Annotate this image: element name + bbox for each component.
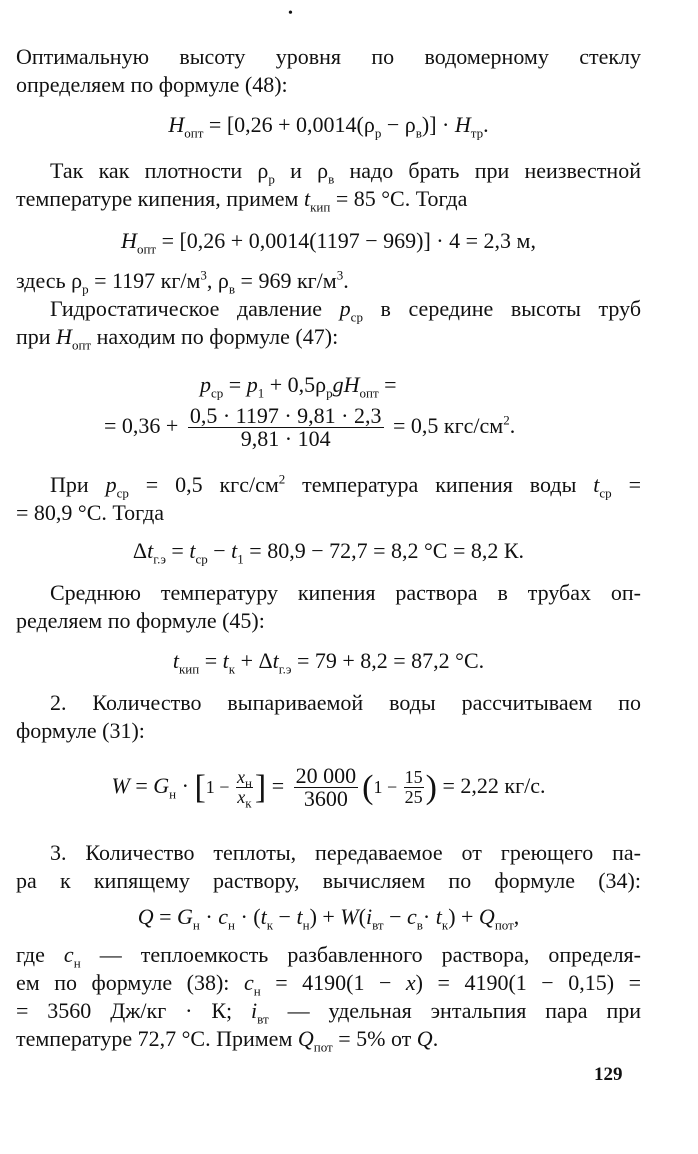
sub: к <box>266 917 274 933</box>
fraction <box>404 768 424 807</box>
text: = 85 °С. Тогда <box>330 186 468 211</box>
text: · <box>422 904 436 929</box>
text: = <box>165 538 190 563</box>
text: в середине высоты труб <box>362 296 642 321</box>
var: c <box>63 942 74 967</box>
var: H <box>168 112 185 137</box>
sub: ср <box>350 309 363 325</box>
var: c <box>407 904 417 929</box>
var: t <box>231 538 238 563</box>
paragraph-line <box>16 500 641 526</box>
sub: к <box>245 796 252 812</box>
text: = 0,5 кгс/см <box>128 472 279 497</box>
bracket: [ <box>194 768 206 806</box>
text: = <box>199 648 223 673</box>
paragraph-line <box>16 970 641 999</box>
var: t <box>593 472 600 497</box>
var: p <box>105 472 117 497</box>
text: при <box>16 324 57 349</box>
sub: н <box>227 917 235 933</box>
paragraph-line <box>16 840 641 866</box>
text: . <box>509 413 516 438</box>
text: = 3560 Дж/кг · К; <box>16 998 252 1023</box>
sub: опт <box>136 241 157 257</box>
text: = 79 + 8,2 = 87,2 °С. <box>291 648 485 673</box>
var: Q <box>416 1026 433 1051</box>
sub: н <box>192 917 200 933</box>
sub: опт <box>359 385 379 401</box>
denominator: 9,81 · 104 <box>240 426 331 452</box>
paragraph-line <box>16 942 641 971</box>
var: t <box>260 904 267 929</box>
sub: ср <box>211 385 224 401</box>
formula-48 <box>16 112 641 141</box>
sup: 3 <box>336 267 344 283</box>
paragraph-line <box>16 296 642 325</box>
sub: пот <box>494 917 514 933</box>
text: · ( <box>234 904 261 929</box>
sub: в <box>228 281 236 297</box>
text: )] · <box>421 112 455 137</box>
text: + Δ <box>235 648 273 673</box>
var: x <box>237 787 246 808</box>
text: 2. Количество выпариваемой воды рассчитываем по <box>50 690 641 715</box>
sub: в <box>416 917 423 933</box>
text: надо брать при неизвестной <box>334 158 641 183</box>
sub: ср <box>195 551 208 567</box>
text: = 2,22 кг/с. <box>436 773 546 798</box>
text: ределяем по формуле (45): <box>16 608 265 633</box>
paragraph-line <box>16 1026 641 1055</box>
sub: опт <box>184 125 204 141</box>
var: G <box>177 904 193 929</box>
var: p <box>339 296 351 321</box>
var: t <box>435 904 442 929</box>
sub: р <box>82 281 89 297</box>
sub: р <box>268 171 275 187</box>
sub: р <box>374 125 382 141</box>
var: t <box>272 648 279 673</box>
text: . <box>343 268 349 293</box>
formula-31 <box>16 760 641 813</box>
text: 1 − <box>373 777 402 797</box>
text: + 0,5ρ <box>264 372 327 397</box>
paragraph-line <box>16 998 641 1027</box>
var: t <box>303 186 311 211</box>
text: ра к кипящему раствору, вычисляем по формуле (34): <box>16 868 641 893</box>
paragraph-line <box>16 72 641 98</box>
text: · <box>199 904 219 929</box>
text: Δ <box>132 538 148 563</box>
paragraph-line <box>16 158 641 187</box>
var: c <box>218 904 228 929</box>
text: ем по формуле (38): <box>16 970 244 995</box>
paragraph-line <box>16 690 641 716</box>
var: W <box>340 904 359 929</box>
var: i <box>251 998 258 1023</box>
var: G <box>153 773 170 798</box>
sub: г.э <box>278 661 292 677</box>
var: c <box>243 970 254 995</box>
sub: кип <box>310 199 331 215</box>
paragraph-line <box>16 718 641 744</box>
sub: вт <box>257 1011 269 1027</box>
text: . <box>483 112 489 137</box>
sub: р <box>326 385 333 401</box>
sup: 2 <box>503 412 510 428</box>
sub: ср <box>116 485 129 501</box>
paren: ) <box>425 768 437 806</box>
text: = 80,9 °С. Тогда <box>16 500 165 525</box>
denominator <box>236 787 253 812</box>
var: t <box>296 904 303 929</box>
text: Среднюю температуру кипения раствора в трубах оп- <box>50 580 641 605</box>
text: , ρ <box>206 268 229 293</box>
var: W <box>111 773 130 798</box>
text: = [0,26 + 0,0014(1197 − 969)] · 4 = 2,3 м, <box>156 228 536 253</box>
numerator: 0,5 · 1197 · 9,81 · 2,3 <box>189 403 382 429</box>
formula-line <box>16 228 641 257</box>
var: Q <box>478 904 495 929</box>
fraction <box>236 767 253 812</box>
sub: тр <box>470 125 484 141</box>
numerator <box>236 767 253 792</box>
text: температура кипения воды <box>285 472 594 497</box>
text: , <box>513 904 520 929</box>
text: 1 − <box>205 777 234 797</box>
text: Оптимальную высоту уровня по водомерному стеклу <box>16 44 641 69</box>
sub: н <box>169 786 177 802</box>
text: − ρ <box>381 112 416 137</box>
text: температуре 72,7 °С. Примем <box>16 1026 298 1051</box>
var: gH <box>332 372 360 397</box>
formula-line <box>16 648 641 677</box>
text: = 4190(1 − <box>260 970 406 995</box>
text: ( <box>358 904 366 929</box>
sub: опт <box>71 337 92 353</box>
text: = 0,36 + <box>104 413 184 438</box>
paragraph-line <box>16 186 641 215</box>
text: = <box>611 472 641 497</box>
text: = [0,26 + 0,0014(ρ <box>203 112 375 137</box>
numerator: 20 000 <box>295 763 357 789</box>
sub: ср <box>599 485 612 501</box>
var: Q <box>137 904 154 929</box>
bracket: ] <box>254 768 267 806</box>
var: p <box>200 372 211 397</box>
sub: н <box>253 983 261 999</box>
sub: 1 <box>257 385 265 401</box>
text: ) = 4190(1 − 0,15) = <box>415 970 641 995</box>
text: При <box>50 472 106 497</box>
paragraph-line <box>16 267 641 297</box>
text: 3. Количество теплоты, передаваемое от греющего па- <box>50 840 641 865</box>
text: = <box>378 372 397 397</box>
formula-line <box>104 402 624 450</box>
fraction <box>294 765 359 810</box>
sub: н <box>244 776 252 792</box>
var: H <box>454 112 471 137</box>
text: · <box>176 773 195 798</box>
sup: 3 <box>200 267 207 283</box>
sub: вт <box>372 917 384 933</box>
sub: кип <box>178 661 200 677</box>
text: ) + <box>309 904 341 929</box>
sub: пот <box>313 1039 333 1055</box>
formula-line <box>200 372 500 401</box>
formula-line <box>16 538 641 567</box>
text: — удельная энтальпия пара при <box>268 998 641 1023</box>
paragraph-line <box>16 44 641 70</box>
text: определяем по формуле (48): <box>16 72 288 97</box>
sup: 2 <box>278 471 286 487</box>
formula-34 <box>16 904 641 933</box>
var: t <box>189 538 196 563</box>
text: находим по формуле (47): <box>91 324 339 349</box>
text: = <box>266 773 290 798</box>
page-number: 129 <box>594 1064 623 1085</box>
paren: ( <box>362 768 374 806</box>
var: x <box>236 767 245 788</box>
dot-mark: • <box>288 6 293 21</box>
var: x <box>405 970 416 995</box>
paragraph-line <box>16 580 641 606</box>
text: = <box>223 372 247 397</box>
var: t <box>147 538 154 563</box>
denominator: 25 <box>404 787 423 808</box>
text: — теплоемкость разбавленного раствора, определя- <box>80 942 641 967</box>
text: = 969 кг/м <box>235 268 337 293</box>
paragraph-line <box>16 324 641 353</box>
text: где <box>16 942 64 967</box>
text: . <box>432 1026 439 1051</box>
var: i <box>365 904 373 929</box>
text: = 80,9 − 72,7 = 8,2 °С = 8,2 К. <box>243 538 525 563</box>
text: формуле (31): <box>16 718 145 743</box>
sub: в <box>328 171 335 187</box>
text: = <box>153 904 178 929</box>
text: = <box>129 773 154 798</box>
sub: к <box>228 661 236 677</box>
numerator: 15 <box>404 767 423 788</box>
sub: к <box>441 917 449 933</box>
sub: 1 <box>237 551 244 567</box>
var: t <box>172 648 179 673</box>
var: H <box>121 228 137 253</box>
text: = 1197 кг/м <box>88 268 201 293</box>
denominator: 3600 <box>303 786 348 812</box>
var: Q <box>297 1026 314 1051</box>
text: − <box>273 904 297 929</box>
sub: г.э <box>153 551 166 567</box>
text: = 0,5 кгс/см <box>387 413 504 438</box>
text: здесь ρ <box>16 268 83 293</box>
text: ) + <box>448 904 479 929</box>
paragraph-line <box>16 608 641 634</box>
sub: н <box>73 955 81 971</box>
sub: н <box>302 917 310 933</box>
text: − <box>383 904 407 929</box>
text: Гидростатическое давление <box>50 296 340 321</box>
sub: в <box>415 125 422 141</box>
text: Так как плотности ρ <box>50 158 269 183</box>
fraction <box>188 405 384 450</box>
var: H <box>56 324 72 349</box>
text: и ρ <box>274 158 329 183</box>
text: температуре кипения, примем <box>16 186 304 211</box>
var: p <box>246 372 258 397</box>
paragraph-line <box>16 471 641 501</box>
paragraph-line <box>16 868 641 894</box>
text: = 5% от <box>332 1026 417 1051</box>
var: t <box>222 648 229 673</box>
text: − <box>207 538 232 563</box>
